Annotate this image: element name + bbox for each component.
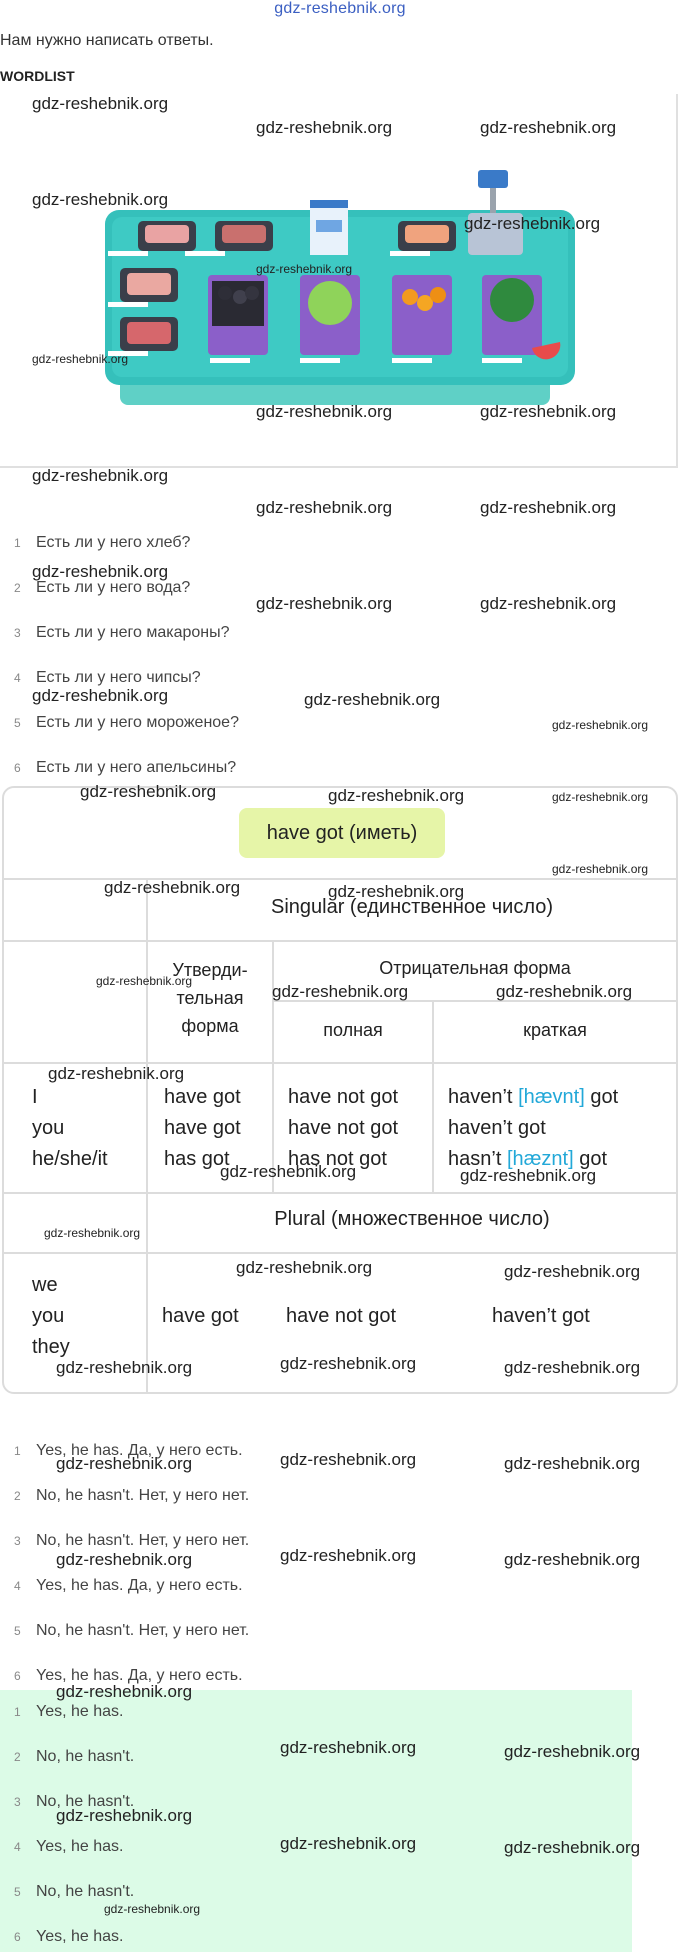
- plural-negative-full: have not got: [286, 1305, 397, 1327]
- singular-negative-short: haven’t [hævnt] got haven’t got hasn’t [hæznt] got: [448, 1086, 619, 1170]
- watermark: gdz-reshebnik.org: [464, 214, 601, 233]
- list-item: 6 Есть ли у него апельсины?: [14, 758, 237, 776]
- watermark: gdz-reshebnik.org: [56, 1358, 193, 1377]
- watermark: gdz-reshebnik.org: [280, 1354, 417, 1373]
- plural-pronouns: we you they: [32, 1274, 70, 1358]
- watermark: gdz-reshebnik.org: [96, 974, 193, 988]
- watermark: gdz-reshebnik.org: [56, 1454, 193, 1473]
- singular-header: Singular (единственное число): [270, 896, 553, 918]
- list-item: 4 Yes, he has. Да, у него есть.: [14, 1576, 243, 1594]
- watermark: gdz-reshebnik.org: [504, 1454, 641, 1473]
- list-item: 4 Есть ли у него чипсы?: [14, 668, 201, 686]
- watermark: gdz-reshebnik.org: [460, 1166, 597, 1185]
- watermark: gdz-reshebnik.org: [32, 94, 169, 113]
- watermark: gdz-reshebnik.org: [32, 190, 169, 209]
- list-item: 2 No, he hasn't. Нет, у него нет.: [14, 1486, 250, 1504]
- list-item: 3 No, he hasn't.: [14, 1792, 135, 1810]
- watermark: gdz-reshebnik.org: [256, 498, 393, 517]
- singular-pronouns: I you he/she/it: [32, 1086, 108, 1170]
- watermark: gdz-reshebnik.org: [504, 1262, 641, 1281]
- watermark: gdz-reshebnik.org: [32, 466, 169, 485]
- watermark: gdz-reshebnik.org: [220, 1162, 357, 1181]
- watermark: gdz-reshebnik.org: [256, 262, 353, 276]
- list-item: 2 Есть ли у него вода?: [14, 578, 191, 596]
- watermark: gdz-reshebnik.org: [496, 982, 633, 1001]
- watermark: gdz-reshebnik.org: [104, 878, 241, 897]
- singular-negative-full: have not got have not got has not got: [288, 1086, 399, 1170]
- watermark: gdz-reshebnik.org: [552, 718, 649, 732]
- watermark: gdz-reshebnik.org: [56, 1682, 193, 1701]
- watermark: gdz-reshebnik.org: [104, 1902, 201, 1916]
- list-item: 6 Yes, he has.: [14, 1927, 124, 1945]
- watermark: gdz-reshebnik.org: [272, 982, 409, 1001]
- watermark: gdz-reshebnik.org: [504, 1358, 641, 1377]
- watermark: gdz-reshebnik.org: [552, 862, 649, 876]
- intro-text: Нам нужно написать ответы.: [0, 32, 214, 49]
- watermark: gdz-reshebnik.org: [256, 594, 393, 613]
- watermark: gdz-reshebnik.org: [480, 498, 617, 517]
- watermark: gdz-reshebnik.org: [280, 1738, 417, 1757]
- negative-short-header: краткая: [523, 1020, 587, 1040]
- list-item: 5 No, he hasn't. Нет, у него нет.: [14, 1621, 250, 1639]
- question-list: [14, 520, 634, 790]
- watermark: gdz-reshebnik.org: [56, 1550, 193, 1569]
- list-item: 5 No, he hasn't.: [14, 1882, 135, 1900]
- list-item: 3 Есть ли у него макароны?: [14, 623, 230, 641]
- watermark: gdz-reshebnik.org: [480, 594, 617, 613]
- watermark: gdz-reshebnik.org: [32, 352, 129, 366]
- plural-header: Plural (множественное число): [274, 1208, 550, 1230]
- watermark: gdz-reshebnik.org: [504, 1838, 641, 1857]
- watermark: gdz-reshebnik.org: [328, 882, 465, 901]
- watermark: gdz-reshebnik.org: [44, 1226, 141, 1240]
- list-item: 2 No, he hasn't.: [14, 1747, 135, 1765]
- watermark: gdz-reshebnik.org: [256, 118, 393, 137]
- site-link[interactable]: gdz-reshebnik.org: [274, 0, 406, 17]
- watermark: gdz-reshebnik.org: [236, 1258, 373, 1277]
- watermark: gdz-reshebnik.org: [48, 1064, 185, 1083]
- list-item: 3 No, he hasn't. Нет, у него нет.: [14, 1531, 250, 1549]
- negative-full-header: полная: [323, 1020, 383, 1040]
- grocery-counter-illustration: [100, 165, 580, 415]
- list-item: 4 Yes, he has.: [14, 1837, 124, 1855]
- watermark: gdz-reshebnik.org: [32, 686, 169, 705]
- list-item: 1 Yes, he has. Да, у него есть.: [14, 1441, 243, 1459]
- watermark: gdz-reshebnik.org: [280, 1546, 417, 1565]
- watermark: gdz-reshebnik.org: [80, 782, 217, 801]
- list-item: 6 Yes, he has. Да, у него есть.: [14, 1666, 243, 1684]
- list-item: 1 Есть ли у него хлеб?: [14, 533, 191, 551]
- watermark: gdz-reshebnik.org: [504, 1550, 641, 1569]
- affirmative-header: Утверди- тельная форма: [172, 960, 248, 1036]
- watermark: gdz-reshebnik.org: [504, 1742, 641, 1761]
- milk-carton-icon: [310, 200, 348, 255]
- watermark: gdz-reshebnik.org: [32, 562, 169, 581]
- watermark: gdz-reshebnik.org: [256, 402, 393, 421]
- watermark: gdz-reshebnik.org: [480, 118, 617, 137]
- singular-affirmative: have got have got has got: [164, 1086, 241, 1170]
- list-item: 5 Есть ли у него мороженое?: [14, 713, 239, 731]
- plural-negative-short: haven’t got: [492, 1305, 590, 1327]
- watermark: gdz-reshebnik.org: [280, 1834, 417, 1853]
- have-got-badge: have got (иметь): [239, 808, 445, 858]
- watermark: gdz-reshebnik.org: [56, 1806, 193, 1825]
- watermark: gdz-reshebnik.org: [328, 786, 465, 805]
- list-item: 1 Yes, he has.: [14, 1702, 124, 1720]
- watermark: gdz-reshebnik.org: [280, 1450, 417, 1469]
- negative-header: Отрицательная форма: [379, 958, 571, 978]
- plural-affirmative: have got: [162, 1305, 239, 1327]
- wordlist-title: WORDLIST: [0, 68, 75, 84]
- watermark: gdz-reshebnik.org: [304, 690, 441, 709]
- watermark: gdz-reshebnik.org: [480, 402, 617, 421]
- watermark: gdz-reshebnik.org: [552, 790, 649, 804]
